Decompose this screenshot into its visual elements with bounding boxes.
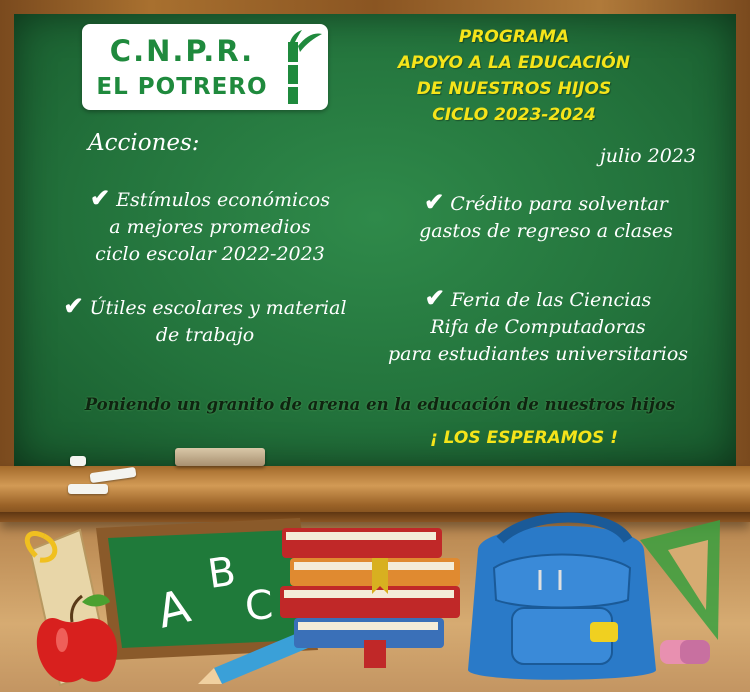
sugarcane-icon (282, 28, 324, 106)
eraser (175, 448, 265, 466)
program-line: APOYO A LA EDUCACIÓN (397, 53, 630, 73)
program-title (348, 24, 680, 128)
action-line: gastos de regreso a clases (419, 220, 673, 242)
date-label: julio 2023 (599, 145, 696, 167)
book-stack (280, 528, 460, 668)
action-line: Crédito para solventar (450, 193, 668, 215)
program-line: DE NUESTROS HIJOS (416, 79, 612, 99)
check-icon: ✔ (63, 291, 84, 320)
action-item-credit (400, 188, 692, 245)
action-line: ciclo escolar 2022-2023 (95, 243, 325, 265)
slate-letter: C (243, 582, 275, 630)
chalk-piece (70, 456, 86, 466)
slate-letter: A (151, 578, 196, 639)
logo-subtitle: EL POTRERO (96, 74, 268, 100)
check-icon: ✔ (424, 187, 445, 216)
action-item-school-supplies (52, 292, 358, 349)
action-line: Estímulos económicos (116, 189, 330, 211)
action-line: a mejores promedios (109, 216, 311, 238)
program-line: PROGRAMA (458, 27, 570, 47)
action-line: Rifa de Computadoras (430, 316, 646, 338)
action-item-science-fair (378, 284, 698, 368)
action-item-economic-stimulus (70, 184, 350, 268)
slate-letter: B (204, 548, 239, 598)
action-line: Útiles escolares y material (89, 297, 347, 319)
actions-heading: Acciones: (88, 130, 200, 156)
slogan: Poniendo un granito de arena en la educación de nuestros hijos (84, 395, 676, 414)
chalk-piece (68, 484, 108, 494)
logo-title: C.N.P.R. (109, 34, 255, 68)
check-icon: ✔ (90, 183, 111, 212)
check-icon: ✔ (424, 283, 445, 312)
action-line: para estudiantes universitarios (387, 343, 689, 365)
program-line: CICLO 2023-2024 (432, 105, 596, 125)
action-line: Feria de las Ciencias (450, 289, 652, 311)
set-square-icon (640, 520, 720, 640)
pink-eraser-icon (660, 640, 710, 664)
backpack-icon (468, 518, 656, 680)
school-supplies-illustration (0, 510, 750, 692)
action-line: de trabajo (155, 324, 255, 346)
closing-message: ¡ LOS ESPERAMOS ! (430, 428, 618, 448)
cnpr-logo (82, 24, 328, 110)
